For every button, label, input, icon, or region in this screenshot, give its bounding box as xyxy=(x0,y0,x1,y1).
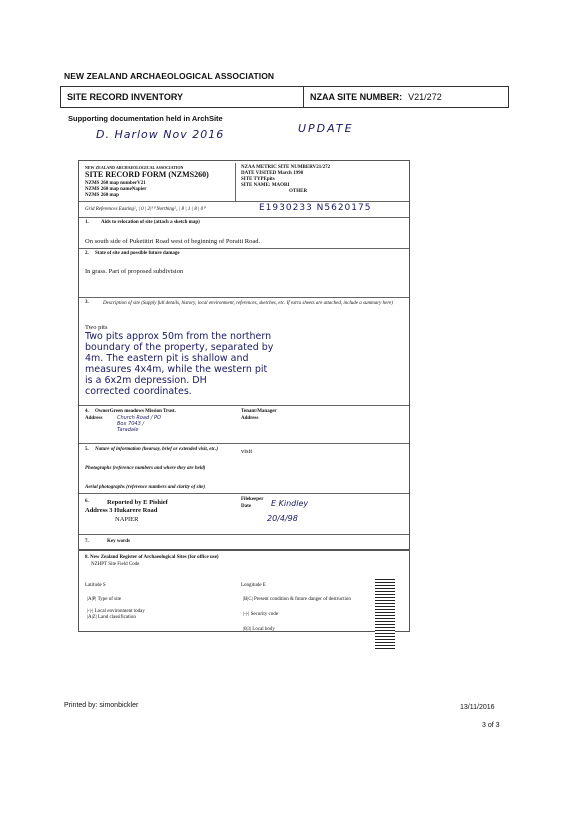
form-org: NEW ZEALAND ARCHAEOLOGICAL ASSOCIATION xyxy=(85,165,184,170)
local-body-row xyxy=(243,627,275,632)
section-3 xyxy=(79,297,409,397)
cond-row xyxy=(243,597,353,603)
s6-city: NAPIER xyxy=(115,516,139,523)
hw-line: corrected coordinates. xyxy=(85,386,192,397)
s4-label: 4. xyxy=(85,409,89,414)
s4-tenant-address: Address xyxy=(241,416,259,421)
sec-code: |-|-| xyxy=(243,612,250,617)
cond-label: Present condition & future danger of destruction xyxy=(253,597,351,602)
grid-ref-label: Grid References Easting²₁ | 0 | 2|⁵⁰ Northing²₁ | 8 | 1 | 8 | 0⁰ xyxy=(85,207,206,212)
s3-text: Two pits xyxy=(85,324,108,331)
local-row xyxy=(87,609,145,614)
filekeeper-hw: E Kindley xyxy=(271,499,309,508)
latitude: Latitude S xyxy=(85,583,106,588)
aerial-label: Aerial photographs (reference numbers and clarity of site) xyxy=(85,485,206,490)
longitude: Longitude E xyxy=(241,583,266,588)
site-type: SITE TYPEpits xyxy=(241,177,275,182)
org-header: NEW ZEALAND ARCHAEOLOGICAL ASSOCIATION xyxy=(64,71,275,81)
s2-title: State of site and possible future damage xyxy=(95,251,180,256)
security-row xyxy=(243,612,278,617)
local-body-label: Local body xyxy=(252,627,275,632)
site-other: OTHER xyxy=(289,189,308,194)
s5-label: 5. xyxy=(85,447,89,452)
section-5 xyxy=(79,443,409,490)
site-record-form xyxy=(78,160,410,632)
s5-title: Nature of information (hearsay, brief or extended visit, etc.) xyxy=(95,447,218,452)
hw-line: Two pits approx 50m from the northern xyxy=(85,331,272,342)
hw-line: measures 4x4m, while the western pit xyxy=(85,364,268,375)
print-date: 13/11/2016 xyxy=(460,704,495,711)
hw-line: is a 6x2m depression. DH xyxy=(85,375,207,386)
s1-label: 1. xyxy=(85,220,89,225)
type-label: Type of site xyxy=(97,597,122,602)
local-body-code: |0|3| xyxy=(243,627,252,632)
handwritten-update: UPDATE xyxy=(298,122,354,135)
header-bar xyxy=(60,86,509,108)
type-row xyxy=(87,597,121,602)
s3-title: Description of site (Supply full details, history, local environment, references, sketches, etc. If extra sheets are attached, include a summary here) xyxy=(103,301,393,306)
s6-address: Address 3 Hukarere Road xyxy=(85,507,158,514)
section-7 xyxy=(79,534,409,544)
section-6 xyxy=(79,493,409,523)
s2-text: In grass. Part of proposed subdivision xyxy=(85,268,184,275)
page-number: 3 of 3 xyxy=(482,722,500,729)
s5-value: visit xyxy=(241,448,253,455)
s4-owner: OwnerGreen meadows Mission Trust. xyxy=(95,409,176,414)
site-name: SITE NAME: MAORI xyxy=(241,183,290,188)
printed-by: Printed by: simonbickler xyxy=(64,702,139,709)
divider xyxy=(235,163,236,201)
s1-text: On south side of Puketitiri Road west of beginning of Poraiti Road. xyxy=(85,238,261,245)
s4-address: Address xyxy=(85,416,103,421)
s4-tenant: Tenant/Manager xyxy=(241,409,277,414)
land-label: Land classification xyxy=(97,615,136,620)
map: NZMS 260 map xyxy=(85,193,119,198)
map-name: NZMS 260 map nameNapier xyxy=(85,187,147,192)
land-row xyxy=(87,615,136,620)
inventory-title: SITE RECORD INVENTORY xyxy=(61,87,304,107)
local-code: |-|-| xyxy=(87,609,94,614)
section-8 xyxy=(79,549,409,632)
handwritten-author-date: D. Harlow Nov 2016 xyxy=(96,128,225,141)
site-number-box xyxy=(304,87,508,107)
local-label: Local environment today xyxy=(94,609,145,614)
map-number: NZMS 260 map numberV21 xyxy=(85,181,146,186)
date-label: Date xyxy=(241,504,251,509)
cond-code: |B|C| xyxy=(243,597,253,602)
s6-label: 6. xyxy=(85,499,89,504)
s7-label: 7. xyxy=(85,539,89,544)
date-hw: 20/4/98 xyxy=(267,514,298,523)
photographs-label: Photographs (reference numbers and where they are held) xyxy=(85,466,206,471)
type-code: |A|P| xyxy=(87,597,97,602)
site-number-label: NZAA SITE NUMBER: xyxy=(310,92,403,102)
s3-label: 3. xyxy=(85,300,89,305)
s7-title: Key words xyxy=(107,539,130,544)
form-title: SITE RECORD FORM (NZMS260) xyxy=(85,170,209,179)
filekeeper-label: Filekeeper xyxy=(241,497,264,502)
hw-line: boundary of the property, separated by xyxy=(85,342,274,353)
barcode-stamp xyxy=(375,579,395,649)
s6-reported: Reported by E Pishief xyxy=(107,499,168,506)
hw-line: 4m. The eastern pit is shallow and xyxy=(85,353,249,364)
grid-ref-handwritten: E1930233 N5620175 xyxy=(259,203,372,213)
s2-label: 2. xyxy=(85,251,89,256)
section-4 xyxy=(79,405,409,433)
metric-site-number: NZAA METRIC SITE NUMBERV21/272 xyxy=(241,165,331,170)
section-1 xyxy=(79,217,409,245)
s8-code: NZHPT Site Field Code xyxy=(91,562,140,567)
supporting-label: Supporting documentation held in ArchSite xyxy=(68,114,223,123)
land-code: |A|Z| xyxy=(87,615,97,620)
site-number-value: V21/272 xyxy=(408,92,442,102)
s1-title: Aids to relocation of site (attach a sketch map) xyxy=(101,220,200,225)
s4-address-hw: Church Road / PO Box 7043 / Taradale xyxy=(117,415,161,433)
grid-ref-row xyxy=(79,201,409,213)
date-visited: DATE VISITED March 1998 xyxy=(241,171,304,176)
section-2 xyxy=(79,248,409,275)
sec-label: Security code xyxy=(250,612,278,617)
s8-title: 8. New Zealand Register of Archaeological Sites (for office use) xyxy=(85,555,219,560)
s3-handwritten xyxy=(85,331,273,397)
